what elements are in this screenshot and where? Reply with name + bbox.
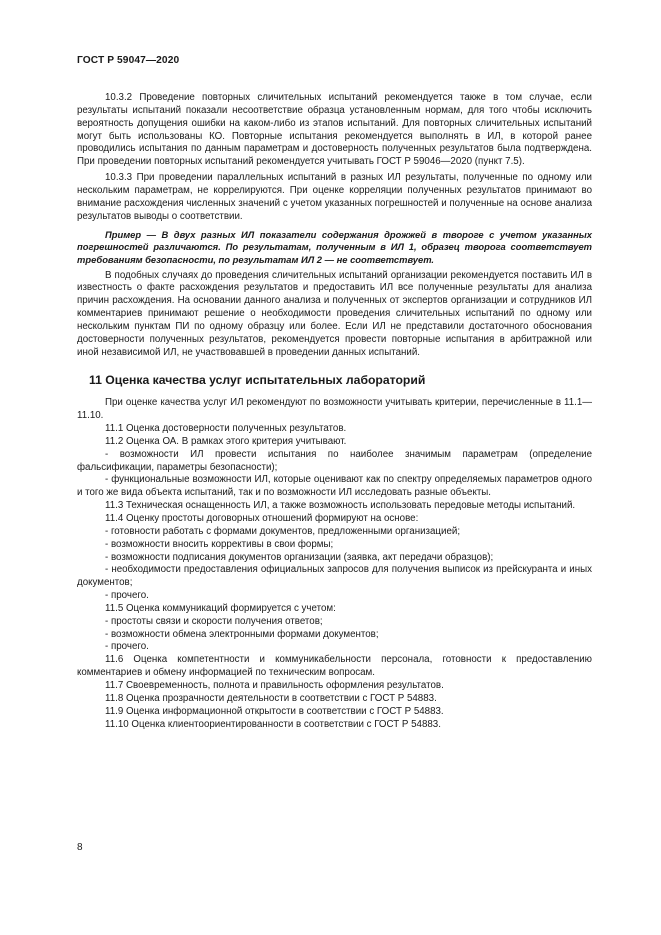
list-item: 11.2 Оценка ОА. В рамках этого критерия учитывают. [105, 435, 347, 447]
paragraph-10-3-3: 10.3.3 При проведении параллельных испытаний в разных ИЛ результаты, полученные по одному или нескольким параметрам, не коррелируются. При оценке корреляции полученных результатов принимают во внимание расхождения численных значений с учетом указанных погрешностей и полученные на основе анализа результатов выводы о соответствии. [77, 172, 592, 222]
list-item: 11.5 Оценка коммуникаций формируется с учетом: [105, 602, 336, 614]
list-item: - необходимости предоставления официальных запросов для получения выписок из прейскуранта и иных документов; [77, 564, 592, 589]
list-item: - возможности подписания документов организации (заявка, акт передачи образцов); [105, 551, 494, 563]
section-title: 11 Оценка качества услуг испытательных лабораторий [89, 373, 426, 388]
list-item: - готовности работать с формами документов, предложенными организацией; [105, 525, 461, 537]
list-item: 11.4 Оценку простоты договорных отношений формируют на основе: [105, 513, 419, 525]
list-item: 11.7 Своевременность, полнота и правильность оформления результатов. [105, 679, 444, 691]
paragraph-discrepancy: В подобных случаях до проведения сличительных испытаний организации рекомендуется поставить ИЛ в известность о факте расхождения результатов и предоставить ИЛ все полученные результаты для анализа причин расхождения. На основании данного анализа и полученных от экспертов организации и сотрудников ИЛ комментариев принимают решение о необходимости проведения сличительных испытаний по одному или нескольким пунктам ПИ по одному образцу или более. Если ИЛ не представили достаточного обоснования достоверности полученных результатов, рекомендуется провести повторные испытания в арбитражной или иной независимой ИЛ, не участвовавшей в проведении данных испытаний. [77, 269, 592, 358]
page-number: 8 [77, 842, 83, 853]
list-item: - возможности ИЛ провести испытания по наиболее значимым параметрам (определение фальсификации, параметры безопасности); [77, 448, 592, 473]
list-item: - прочего. [105, 641, 149, 653]
list-item: 11.10 Оценка клиентоориентированности в соответствии с ГОСТ Р 54883. [105, 718, 441, 730]
list-item: 11.3 Техническая оснащенность ИЛ, а также возможность использовать передовые методы испытаний. [105, 500, 576, 512]
list-item: 11.9 Оценка информационной открытости в соответствии с ГОСТ Р 54883. [105, 705, 444, 717]
list-item: - функциональные возможности ИЛ, которые оценивают как по спектру определяемых параметров одного и того же вида объекта испытаний, так и по возможности ИЛ исследовать разные объекты. [77, 474, 592, 499]
list-item: - простоты связи и скорости получения ответов; [105, 615, 323, 627]
example-note: Пример — В двух разных ИЛ показатели содержания дрожжей в твороге с учетом указанных погрешностей различаются. По результатам, полученным в ИЛ 1, образец творога соответствует требованиям безопасности, по результатам ИЛ 2 — не соответствует. [77, 228, 592, 265]
list-item: 11.8 Оценка прозрачности деятельности в соответствии с ГОСТ Р 54883. [105, 692, 437, 704]
document-header: ГОСТ Р 59047—2020 [77, 55, 180, 66]
list-item: - прочего. [105, 590, 149, 602]
document-body [77, 92, 592, 731]
section-intro: При оценке качества услуг ИЛ рекомендуют по возможности учитывать критерии, перечисленные в 11.1—11.10. [77, 397, 592, 422]
paragraph-10-3-2: 10.3.2 Проведение повторных сличительных испытаний рекомендуется также в том случае, если результаты испытаний показали несоответствие образца установленным нормам, для того чтобы исключить вероятность допущения ошибки на каком-либо из этапов испытаний. Для повторных сличительных испытаний могут быть использованы КО. Повторные испытания рекомендуется выполнять в ИЛ, в которой ранее проводились испытания по данным параметрам и достоверность полученных результатов была подтверждена. При проведении повторных испытаний рекомендуется учитывать ГОСТ Р 59046—2020 (пункт 7.5). [77, 92, 592, 168]
list-item: - возможности вносить коррективы в свои формы; [105, 538, 334, 550]
list-item: - возможности обмена электронными формами документов; [105, 628, 379, 640]
list-item: 11.1 Оценка достоверности полученных результатов. [105, 423, 347, 435]
list-item: 11.6 Оценка компетентности и коммуникабельности персонала, готовности к предоставлению комментариев и обмену информацией по техническим вопросам. [77, 654, 592, 679]
